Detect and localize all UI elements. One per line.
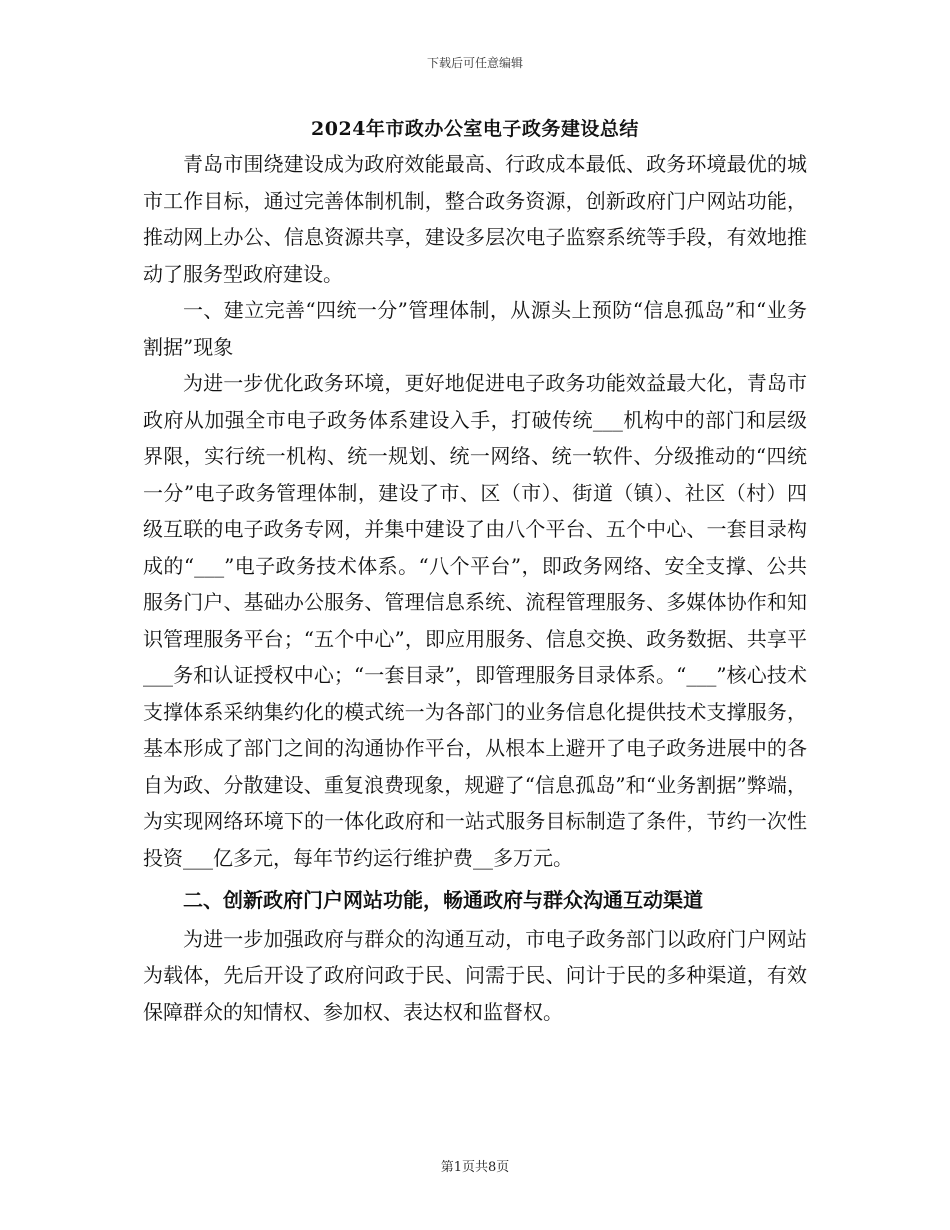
paragraph-intro: 青岛市围绕建设成为政府效能最高、行政成本最低、政务环境最优的城市工作目标，通过完善体制机制，整合政务资源，创新政府门户网站功能，推动网上办公、信息资源共享，建设多层次电子监察系统等手段，有效地推动了服务型政府建设。 bbox=[143, 152, 807, 286]
document-title: 2024年市政办公室电子政务建设总结 bbox=[311, 118, 639, 140]
header-note: 下载后可任意编辑 bbox=[426, 56, 523, 70]
paragraph-section-2: 为进一步加强政府与群众的沟通互动，市电子政务部门以政府门户网站为载体，先后开设了政府问政于民、问需于民、问计于民的多种渠道，有效保障群众的知情权、参加权、表达权和监督权。 bbox=[143, 926, 807, 1024]
document-body bbox=[143, 146, 807, 1030]
page-number: 第1页共8页 bbox=[440, 1160, 510, 1175]
section-heading-1: 一、建立完善“四统一分”管理体制，从源头上预防“信息孤岛”和“业务割据”现象 bbox=[143, 298, 807, 359]
paragraph-section-1: 为进一步优化政务环境，更好地促进电子政务功能效益最大化，青岛市政府从加强全市电子政务体系建设入手，打破传统___机构中的部门和层级界限，实行统一机构、统一规划、统一网络、统一软件、分级推动的“四统一分”电子政务管理体制，建设了市、区（市）、街道（镇）、社区（村）四级互联的电子政务专网，并集中建设了由八个平台、五个中心、一套目录构成的“___”电子政务技术体系。“八个平台”，即政务网络、安全支撑、公共服务门户、基础办公服务、管理信息系统、流程管理服务、多媒体协作和知识管理服务平台；“五个中心”，即应用服务、信息交换、政务数据、共享平___务和认证授权中心；“一套目录”，即管理服务目录体系。“___”核心技术支撑体系采纳集约化的模式统一为各部门的业务信息化提供技术支撑服务，基本形成了部门之间的沟通协作平台，从根本上避开了电子政务进展中的各自为政、分散建设、重复浪费现象，规避了“信息孤岛”和“业务割据”弊端，为实现网络环境下的一体化政府和一站式服务目标制造了条件，节约一次性投资___亿多元，每年节约运行维护费__多万元。 bbox=[143, 371, 807, 870]
section-heading-2: 二、创新政府门户网站功能，畅通政府与群众沟通互动渠道 bbox=[183, 888, 703, 912]
